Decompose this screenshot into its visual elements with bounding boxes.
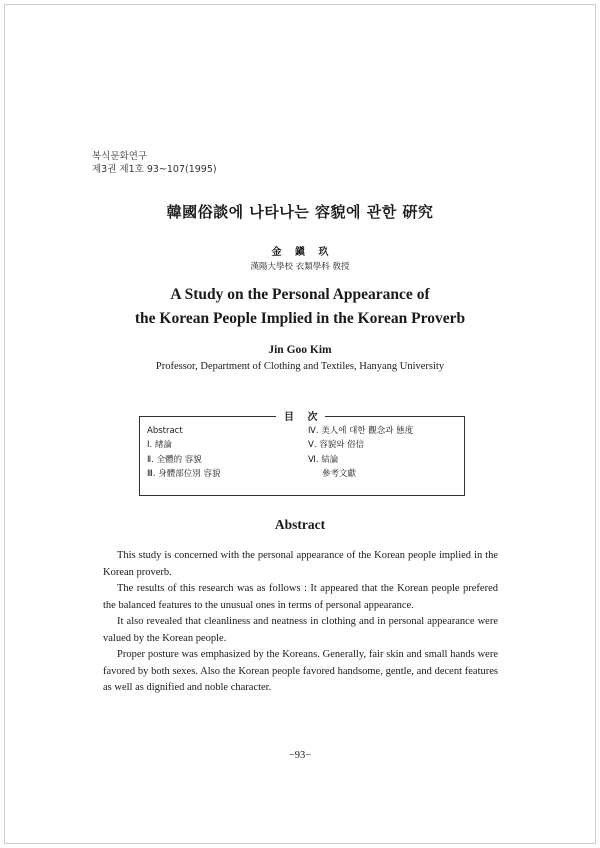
table-of-contents	[139, 412, 465, 496]
abstract-paragraph: The results of this research was as follows : It appeared that the Korean people prefered the balanced features to the unusual ones in terms of personal appearance.	[103, 583, 498, 611]
toc-item: Ⅰ. 緖論	[147, 440, 172, 451]
toc-item: Ⅳ. 美人에 대한 觀念과 態度	[308, 426, 414, 436]
abstract-paragraph: This study is concerned with the personal appearance of the Korean people implied in the Korean proverb.	[103, 550, 498, 578]
page-number: −93−	[288, 750, 312, 761]
abstract-heading: Abstract	[274, 517, 326, 532]
journal-name: 복식문화연구	[92, 151, 148, 162]
english-title-line-1: A Study on the Personal Appearance of	[170, 286, 430, 303]
toc-left-column	[147, 424, 220, 481]
toc-item: Ⅴ. 容貌와 俗信	[308, 440, 365, 451]
abstract-paragraph: Proper posture was emphasized by the Koreans. Generally, fair skin and small hands were favored by both sexes. Also the Korean people favored handsome, gentle, and decent features as well as dignified and noble character.	[103, 649, 498, 693]
korean-title: 韓國俗談에 나타나는 容貌에 관한 硏究	[166, 203, 434, 221]
toc-item: 參考文獻	[322, 468, 357, 479]
abstract-paragraph: It also revealed that cleanliness and neatness in clothing and in personal appearance were valued by the Korean people.	[103, 616, 498, 644]
journal-issue: 제3권 제1호 93~107(1995)	[92, 164, 217, 175]
toc-item: Abstract	[147, 426, 183, 436]
korean-author: 金 鎭 玖	[271, 247, 329, 258]
english-affiliation: Professor, Department of Clothing and Textiles, Hanyang University	[155, 361, 445, 372]
english-title	[0, 283, 600, 331]
english-author: Jin Goo Kim	[268, 344, 332, 356]
korean-affiliation: 漢陽大學校 衣類學科 敎授	[250, 262, 350, 272]
toc-item: Ⅲ. 身體部位別 容貌	[147, 468, 221, 479]
toc-item: Ⅱ. 全體的 容貌	[147, 454, 202, 465]
journal-info	[92, 150, 217, 176]
toc-item: Ⅵ. 結論	[308, 454, 339, 465]
abstract-body	[103, 548, 498, 697]
toc-title: 目 次	[276, 408, 325, 423]
english-title-line-2: the Korean People Implied in the Korean Proverb	[134, 310, 466, 327]
toc-right-column	[308, 424, 413, 481]
